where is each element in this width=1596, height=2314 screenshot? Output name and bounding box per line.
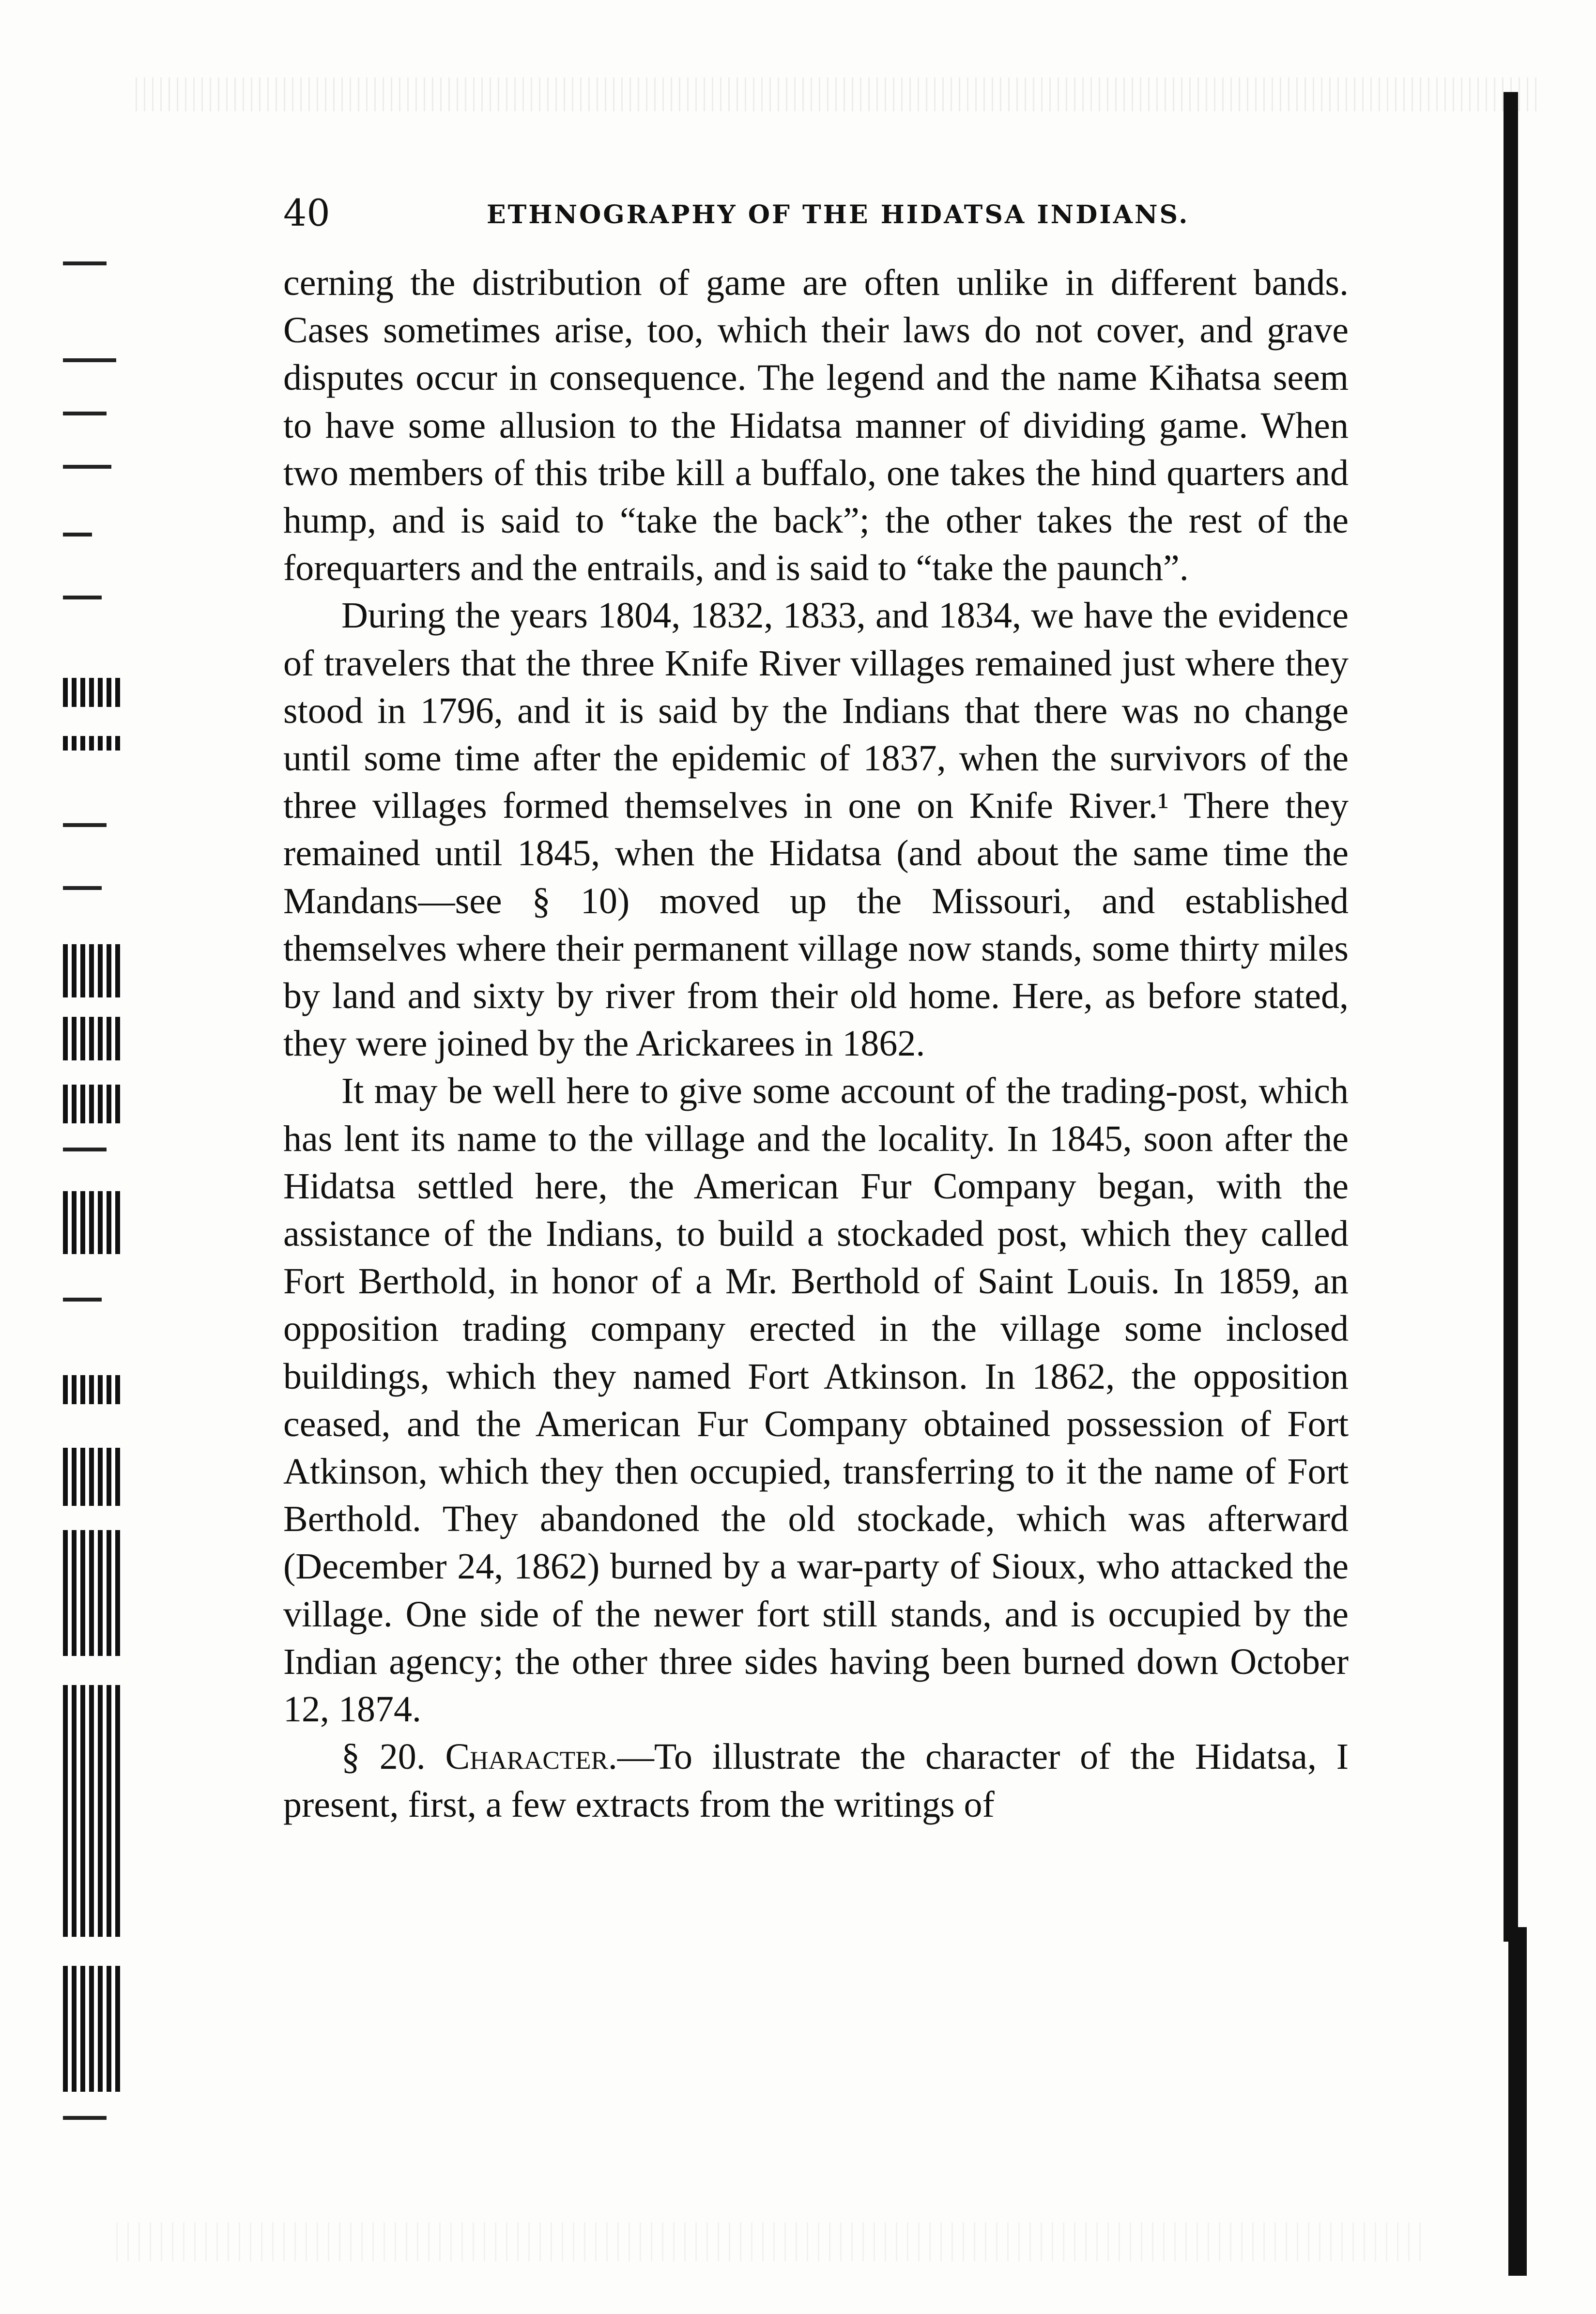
binding-block bbox=[63, 1685, 121, 1937]
binding-block bbox=[63, 736, 121, 751]
scan-noise-bottom bbox=[116, 2222, 1424, 2261]
binding-mark bbox=[63, 2116, 107, 2120]
paragraph-villages: During the years 1804, 1832, 1833, and 1834, we have the evidence of travelers that the three Knife River villages remained just where they stood in 1796, and it is said by the Indians that there was no change until some time after the epidemic of 1837, when the survivors of the three villages formed themselves in one on Knife River.¹ There they remained until 1845, when the Hidatsa (and about the same time the Mandans—see § 10) moved up the Missouri, and established themselves where their permanent village now stands, some thirty miles by land and sixty by river from their old home. Here, as before stated, they were joined by the Arickarees in 1862. bbox=[283, 595, 1349, 1064]
binding-mark bbox=[63, 886, 102, 890]
section-text: —To illustrate the character of the Hidatsa, I present, first, a few extracts from the writings of bbox=[283, 1736, 1349, 1825]
binding-mark bbox=[63, 1148, 107, 1151]
binding-mark bbox=[63, 1298, 102, 1302]
binding-block bbox=[63, 1375, 121, 1404]
binding-block bbox=[63, 1017, 121, 1060]
binding-edge-marks bbox=[44, 261, 131, 2150]
binding-block bbox=[63, 1085, 121, 1123]
paragraph-trading-post: It may be well here to give some account of the trading-post, which has lent its name to the village and the locality. In 1845, soon after the Hidatsa settled here, the American Fur Company began, with the assistance of the Indians, to build a stockaded post, which they called Fort Berthold, in honor of a Mr. Berthold of Saint Louis. In 1859, an opposition trading company erected in the village some inclosed buildings, which they named Fort Atkinson. In 1862, the opposition ceased, and the American Fur Company obtained possession of Fort Atkinson, which they then occupied, transferring to it the name of Fort Berthold. They abandoned the old stockade, which was afterward (December 24, 1862) burned by a war-party of Sioux, who attacked the village. One side of the newer fort still stands, and is occupied by the Indian agency; the other three sides having been burned down October 12, 1874. bbox=[283, 1071, 1349, 1730]
page-number: 40 bbox=[283, 191, 330, 234]
binding-mark bbox=[63, 412, 107, 415]
binding-mark bbox=[63, 823, 107, 827]
page-edge-rule-bottom bbox=[1508, 1927, 1527, 2276]
binding-block bbox=[63, 1530, 121, 1656]
body-text bbox=[283, 259, 1349, 1828]
section-number: § 20. bbox=[341, 1736, 426, 1778]
binding-block bbox=[63, 1966, 121, 2092]
page-edge-rule bbox=[1504, 92, 1518, 1942]
binding-mark bbox=[63, 358, 116, 362]
binding-block bbox=[63, 1448, 121, 1506]
binding-block bbox=[63, 1191, 121, 1254]
binding-mark bbox=[63, 261, 107, 265]
paragraph-continuation: cerning the distribution of game are often unlike in different bands. Cases sometimes arise, too, which their laws do not cover, and grave disputes occur in consequence. The legend and the name Kiħatsa seem to have some allusion to the Hidatsa manner of dividing game. When two members of this tribe kill a buffalo, one takes the hind quarters and hump, and is said to “take the back”; the other takes the rest of the forequarters and the entrails, and is said to “take the paunch”. bbox=[283, 262, 1349, 589]
binding-mark bbox=[63, 465, 111, 469]
binding-mark bbox=[63, 596, 102, 599]
scan-noise-top bbox=[136, 77, 1540, 111]
section-title: Character. bbox=[445, 1736, 617, 1778]
binding-block bbox=[63, 944, 121, 997]
paragraph-section-20 bbox=[283, 1733, 1349, 1828]
running-head: ETHNOGRAPHY OF THE HIDATSA INDIANS. bbox=[487, 200, 1190, 230]
page-header bbox=[283, 191, 1349, 245]
binding-mark bbox=[63, 533, 92, 536]
binding-block bbox=[63, 678, 121, 707]
